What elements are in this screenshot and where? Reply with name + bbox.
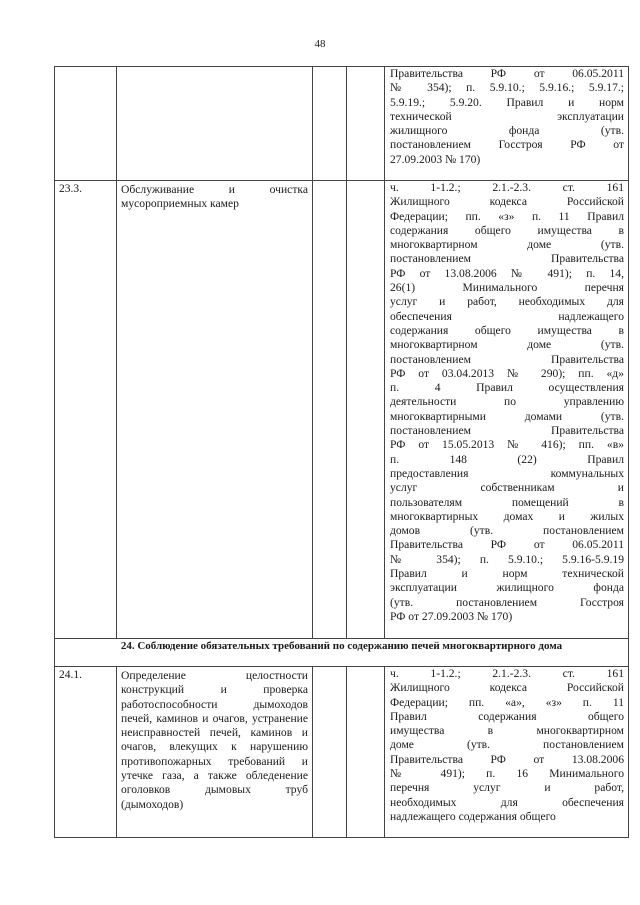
table-row-23-3 bbox=[55, 181, 629, 639]
empty-cell bbox=[313, 67, 347, 181]
reference-line: технической эксплуатации bbox=[390, 109, 624, 123]
reference-line: домов (утв. постановлением bbox=[390, 524, 624, 538]
reference-line: (утв. постановлением Госстроя bbox=[390, 595, 624, 609]
reference-line: постановлением Госстроя РФ от bbox=[390, 138, 624, 152]
reference-line: № 354); п. 5.9.10.; 5.9.16.; 5.9.17.; bbox=[390, 81, 624, 95]
reference-line: п. 4 Правил осуществления bbox=[390, 381, 624, 395]
reference-line: Жилищного кодекса Российской bbox=[390, 681, 624, 695]
reference-line: п. 148 (22) Правил bbox=[390, 452, 624, 466]
reference-line: Федерации; пп. «а», «з» п. 11 bbox=[390, 695, 624, 709]
item-description-cell: Обслуживание и очистка мусороприемных камер bbox=[117, 181, 313, 639]
item-number-cell: 24.1. bbox=[55, 667, 117, 838]
reference-line: содержания общего имущества в bbox=[390, 223, 624, 237]
reference-line: доме (утв. постановлением bbox=[390, 738, 624, 752]
reference-line: услуг и работ, необходимых для bbox=[390, 295, 624, 309]
item-number-cell bbox=[55, 67, 117, 181]
empty-cell bbox=[347, 67, 385, 181]
legal-reference-cell bbox=[385, 181, 629, 639]
section-title: 24. Соблюдение обязательных требований по содержанию печей многоквартирного дома bbox=[55, 639, 629, 667]
item-number-cell: 23.3. bbox=[55, 181, 117, 639]
reference-line: перечня услуг и работ, bbox=[390, 781, 624, 795]
reference-line: пользователям помещений в bbox=[390, 495, 624, 509]
table-row-24-1 bbox=[55, 667, 629, 838]
reference-line: необходимых для обеспечения bbox=[390, 795, 624, 809]
item-description-cell bbox=[117, 67, 313, 181]
reference-line: 27.09.2003 № 170) bbox=[390, 152, 481, 166]
legal-reference-cell bbox=[385, 667, 629, 838]
legal-reference-text bbox=[390, 67, 624, 167]
reference-line: № 491); п. 16 Минимального bbox=[390, 767, 624, 781]
reference-line: эксплуатации жилищного фонда bbox=[390, 581, 624, 595]
reference-line: РФ от 15.05.2013 № 416); пп. «в» bbox=[390, 438, 624, 452]
empty-cell bbox=[313, 181, 347, 639]
legal-reference-text bbox=[390, 181, 624, 624]
reference-line: многоквартирных домах и жилых bbox=[390, 509, 624, 523]
table-row-continuation bbox=[55, 67, 629, 181]
reference-line: Правительства РФ от 06.05.2011 bbox=[390, 67, 624, 80]
section-header-row bbox=[55, 639, 629, 667]
reference-line: 5.9.19.; 5.9.20. Правил и норм bbox=[390, 95, 624, 109]
empty-cell bbox=[313, 667, 347, 838]
reference-line: многоквартирными домами (утв. bbox=[390, 409, 624, 423]
reference-line: обеспечения надлежащего bbox=[390, 309, 624, 323]
reference-line: Правительства РФ от 06.05.2011 bbox=[390, 538, 624, 552]
page-number: 48 bbox=[314, 38, 326, 50]
reference-line: ч. 1-1.2.; 2.1.-2.3. ст. 161 bbox=[390, 667, 624, 680]
item-description-cell: Определение целостности конструкций и проверка работоспособности дымоходов печей, каминов и очагов, устранение неисправностей печей, каминов и очагов, влекущих к нарушению противопожарных требований и утечке газа, а также обледенение оголовков дымовых труб (дымоходов) bbox=[117, 667, 313, 838]
reference-line: РФ от 03.04.2013 № 290); пп. «д» bbox=[390, 366, 624, 380]
reference-line: имущества в многоквартирном bbox=[390, 724, 624, 738]
reference-line: надлежащего содержания общего bbox=[390, 809, 556, 823]
reference-line: предоставления коммунальных bbox=[390, 466, 624, 480]
reference-line: № 354); п. 5.9.10.; 5.9.16-5.9.19 bbox=[390, 552, 624, 566]
reference-line: многоквартирном доме (утв. bbox=[390, 238, 624, 252]
legal-reference-cell bbox=[385, 67, 629, 181]
reference-line: РФ от 27.09.2003 № 170) bbox=[390, 609, 513, 623]
reference-line: услуг собственникам и bbox=[390, 481, 624, 495]
reference-line: постановлением Правительства bbox=[390, 352, 624, 366]
reference-line: Правил содержания общего bbox=[390, 709, 624, 723]
empty-cell bbox=[347, 667, 385, 838]
reference-line: РФ от 13.08.2006 № 491); п. 14, bbox=[390, 266, 624, 280]
legal-reference-text bbox=[390, 667, 624, 824]
reference-line: Жилищного кодекса Российской bbox=[390, 195, 624, 209]
empty-cell bbox=[347, 181, 385, 639]
requirements-table bbox=[54, 66, 629, 838]
reference-line: жилищного фонда (утв. bbox=[390, 124, 624, 138]
reference-line: многоквартирном доме (утв. bbox=[390, 338, 624, 352]
reference-line: содержания общего имущества в bbox=[390, 323, 624, 337]
reference-line: ч. 1-1.2.; 2.1.-2.3. ст. 161 bbox=[390, 181, 624, 194]
reference-line: Правил и норм технической bbox=[390, 567, 624, 581]
reference-line: Федерации; пп. «з» п. 11 Правил bbox=[390, 209, 624, 223]
reference-line: постановлением Правительства bbox=[390, 252, 624, 266]
reference-line: 26(1) Минимального перечня bbox=[390, 281, 624, 295]
reference-line: деятельности по управлению bbox=[390, 395, 624, 409]
reference-line: постановлением Правительства bbox=[390, 424, 624, 438]
reference-line: Правительства РФ от 13.08.2006 bbox=[390, 752, 624, 766]
